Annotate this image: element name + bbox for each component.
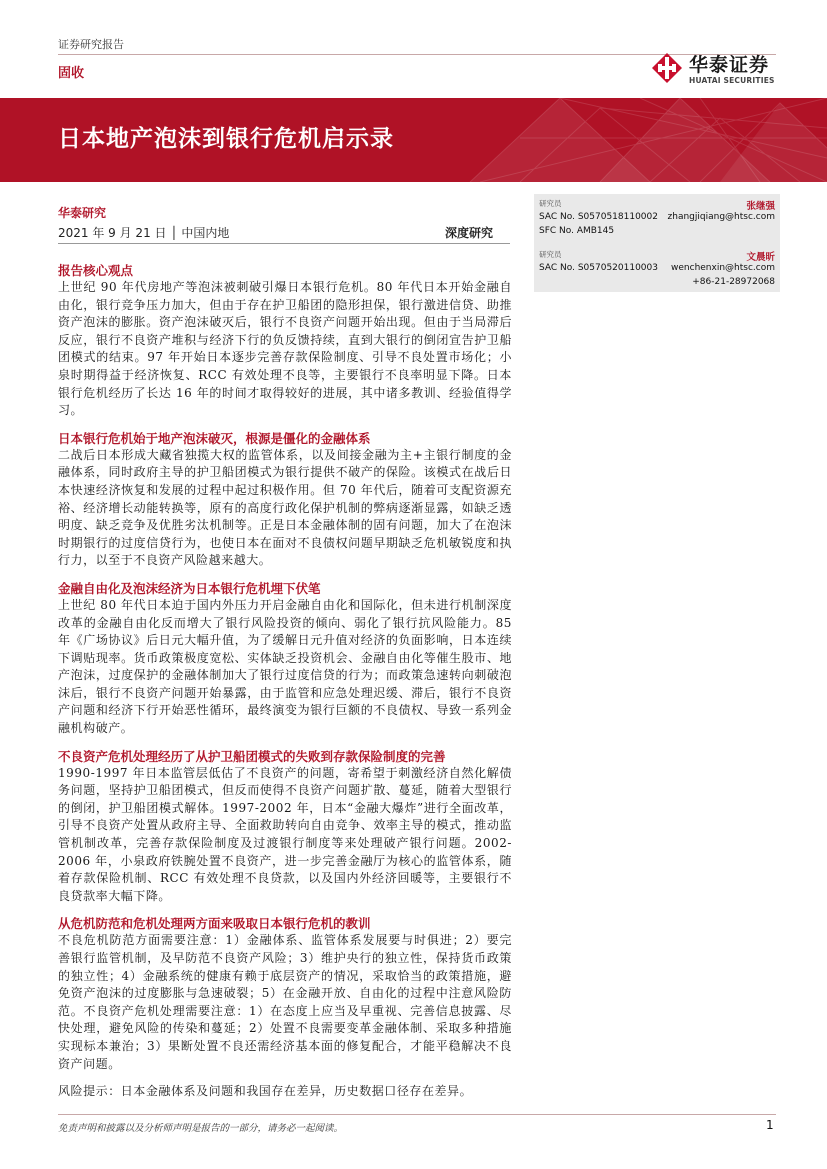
company-logo	[651, 50, 781, 88]
analyst-2-email[interactable]: wenchenxin@htsc.com	[671, 263, 775, 273]
page-number: 1	[766, 1118, 774, 1132]
section-heading: 金融自由化及泡沫经济为日本银行危机埋下伏笔	[58, 580, 321, 596]
risk-note: 风险提示：日本金融体系及问题和我国存在差异，历史数据口径存在差异。	[58, 1084, 473, 1099]
title-banner	[0, 98, 827, 182]
research-team: 华泰研究	[58, 206, 107, 220]
analyst-2-name: 文晨昕	[746, 252, 775, 263]
section-paragraph: 上世纪 90 年代房地产等泡沫被刺破引爆日本银行危机。80 年代日本开始金融自由化，银行竞争压力加大，但由于存在护卫船团的隐形担保，银行激进信贷、助推资产泡沫的膨胀。资产泡沫破灭后，银行不良资产问题开始出现。但由于当局滞后反应，银行不良资产堆积与经济下行的负反馈持续，直到大银行的倒闭宣告护卫船团模式的结束。97 年开始日本逐步完善存款保险制度、引导不良处置市场化；小泉时期得益于经济恢复、RCC 有效处理不良等，主要银行不良率明显下降。日本银行危机经历了长达 16 年的时间才取得较好的进展，其中诸多教训、经验值得学习。	[58, 280, 512, 418]
section-heading: 日本银行危机始于地产泡沫破灭，根源是僵化的金融体系	[58, 430, 371, 446]
section-paragraph: 不良危机防范方面需要注意：1）金融体系、监管体系发展要与时俱进；2）要完善银行监管机制，及早防范不良资产风险；3）维护央行的独立性，保持货币政策的独立性；4）金融系统的健康有赖于底层资产的情况，采取恰当的政策措施，避免资产泡沫的过度膨胀与急速破裂；5）在金融开放、自由化的过程中注意风险防范。不良资产危机处理需要注意：1）在态度上应当及早重视、完善信息披露、尽快处理，避免风险的传染和蔓延；2）处置不良需要变革金融体制、采取多种措施实现标本兼治；3）果断处置不良还需经济基本面的修复配合，才能平稳解决不良资产问题。	[58, 933, 512, 1071]
analyst-2-phone-row	[539, 277, 775, 290]
meta-divider	[58, 243, 510, 244]
report-type: 深度研究	[445, 226, 494, 240]
logo-chinese-text: 华泰证券	[689, 54, 770, 76]
section-paragraph: 二战后日本形成大藏省独揽大权的监管体系，以及间接金融为主+主银行制度的金融体系，同时政府主导的护卫船团模式为银行提供不破产的保险。该模式在战后日本快速经济恢复和发展的过程中起过积极作用。但 70 年代后，随着可支配资源充裕、经济增长动能转换等，原有的高度行政化保护机制的弊病逐渐显露，如缺乏透明度、缺乏竞争及优胜劣汰机制等。正是日本金融体制的固有问题，加大了在泡沫时期银行的过度信贷行为，也使日本在面对不良债权问题早期缺乏危机敏锐度和执行力，以至于不良资产风险越来越大。	[58, 447, 512, 568]
analyst-2-phone: +86-21-28972068	[692, 277, 775, 287]
section-heading: 报告核心观点	[58, 263, 134, 278]
huatai-logo-icon	[651, 52, 683, 84]
footer-divider	[58, 1114, 776, 1115]
section-heading: 不良资产危机处理经历了从护卫船团模式的失败到存款保险制度的完善	[58, 748, 446, 764]
footer-disclaimer: 免责声明和披露以及分析师声明是报告的一部分，请务必一起阅读。	[58, 1123, 344, 1134]
report-title: 日本地产泡沫到银行危机启示录	[58, 126, 394, 152]
section-heading: 从危机防范和危机处理两方面来吸取日本银行危机的教训	[58, 916, 371, 932]
analyst-1-name: 张继强	[746, 201, 775, 212]
report-date: 2021 年 9 月 21 日 │ 中国内地	[58, 226, 230, 240]
report-category-label: 证券研究报告	[58, 38, 124, 51]
analyst-2-sac-row	[539, 263, 775, 276]
analyst-1-sac-row	[539, 212, 775, 225]
analyst-1-sac: SAC No. S0570518110002	[539, 212, 658, 222]
analyst-1-email[interactable]: zhangjiqiang@htsc.com	[667, 212, 775, 222]
analyst-1-header	[539, 198, 775, 211]
analyst-box	[534, 194, 780, 292]
analyst-2-header	[539, 249, 775, 262]
section-tag: 固收	[58, 66, 85, 81]
report-body	[58, 262, 512, 1101]
section-paragraph: 上世纪 80 年代日本迫于国内外压力开启金融自由化和国际化，但未进行机制深度改革的金融自由化反而增大了银行风险投资的倾向、弱化了银行抗风险能力。85 年《广场协议》后日元大幅升值，为了缓解日元升值对经济的负面影响，日本连续下调贴现率。货币政策极度宽松、实体缺乏投资机会、金融自由化等催生股市、地产泡沫，过度保护的金融体制加大了银行过度信贷的行为；而政策急速转向刺破泡沫后，银行不良资产问题开始暴露，由于监管和应急处理迟缓、滞后，银行不良资产问题和经济下行开始恶性循环，最终演变为银行巨额的不良债权、导致一系列金融机构破产。	[58, 597, 512, 736]
analyst-1-role: 研究员	[539, 199, 562, 208]
section-paragraph: 1990-1997 年日本监管层低估了不良资产的问题，寄希望于刺激经济自然化解债务问题，坚持护卫船团模式，但反而使得不良资产问题扩散、蔓延，随着大型银行的倒闭，护卫船团模式解体。1997-2002 年，日本“金融大爆炸”进行全面改革，引导不良资产处置从政府主导、全面救助转向自由竞争、效率主导的模式，推动监管机制改革，完善存款保险制度及过渡银行制度等来处理破产银行问题。2002-2006 年，小泉政府铁腕处置不良资产，进一步完善金融厅为核心的监管体系，随着存款保险机制、RCC 有效处理不良贷款，以及国内外经济回暖等，主要银行不良贷款率大幅下降。	[58, 765, 512, 903]
analyst-1-sfc-row	[539, 226, 775, 239]
analyst-2-role: 研究员	[539, 250, 562, 259]
analyst-2-sac: SAC No. S0570520110003	[539, 263, 658, 273]
analyst-1-sfc: SFC No. AMB145	[539, 226, 615, 236]
logo-english-text: HUATAI SECURITIES	[689, 76, 775, 85]
